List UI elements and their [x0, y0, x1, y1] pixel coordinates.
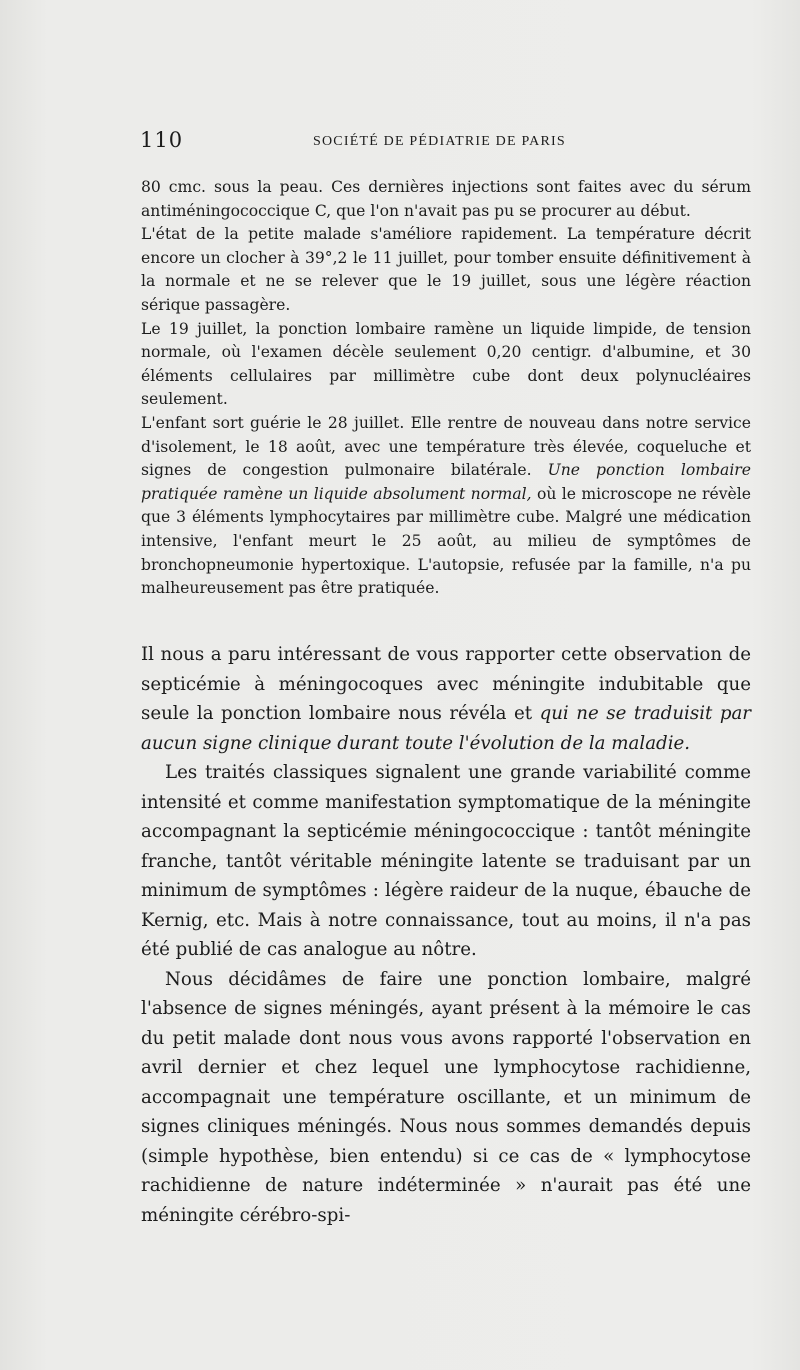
- discussion-text: [141, 640, 751, 1230]
- page-header: [140, 128, 760, 158]
- page-number: 110: [140, 128, 184, 152]
- paragraph: 80 cmc. sous la peau. Ces dernières injections sont faites avec du sérum antiméningococcique C, que l'on n'avait pas pu se procurer au début.: [141, 178, 751, 220]
- italic-text-run: qui ne se traduisit par aucun signe clinique durant toute l'évolution de la maladie.: [141, 703, 751, 754]
- paragraph: [141, 640, 751, 758]
- paragraph: Les traités classiques signalent une grande variabilité comme intensité et comme manifestation symptomatique de la méningite accompagnant la septicémie méningococcique : tantôt méningite franche, tantôt véritable méningite latente se traduisant par un minimum de symptômes : légère raideur de la nuque, ébauche de Kernig, etc. Mais à notre connaissance, tout au moins, il n'a pas été publié de cas analogue au nôtre.: [141, 762, 751, 960]
- paragraph: L'état de la petite malade s'améliore rapidement. La température décrit encore un clocher à 39°,2 le 11 juillet, pour tomber ensuite définitivement à la normale et ne se relever que le 19 juillet, sous une légère réaction sérique passagère.: [141, 225, 751, 314]
- italic-text-run: Une ponction lombaire pratiquée ramène un liquide absolument normal,: [141, 461, 751, 503]
- text-run: où le microscope ne révèle que 3 éléments lymphocytaires par millimètre cube. Malgré une médication intensive, l'enfant meurt le 25 août, au milieu de symptômes de bronchopneumonie hypertoxique. L'autopsie, refusée par la famille, n'a pu malheureusement pas être pratiquée.: [141, 484, 751, 598]
- case-report-text: [141, 176, 751, 601]
- paragraph: Nous décidâmes de faire une ponction lombaire, malgré l'absence de signes méningés, ayant présent à la mémoire le cas du petit malade dont nous vous avons rapporté l'observation en avril dernier et chez lequel une lymphocytose rachidienne, accompagnait une température oscillante, et un minimum de signes cliniques méningés. Nous nous sommes demandés depuis (simple hypothèse, bien entendu) si ce cas de « lymphocytose rachidienne de nature indéterminée » n'aurait pas été une méningite cérébro-spi-: [141, 968, 751, 1226]
- running-title: SOCIÉTÉ DE PÉDIATRIE DE PARIS: [313, 134, 566, 149]
- paragraph: [141, 412, 751, 601]
- text-run: Il nous a paru intéressant de vous rapporter cette observation de septicémie à méningocoques avec méningite indubitable que seule la ponction lombaire nous révéla et: [141, 644, 751, 724]
- text-run: L'enfant sort guérie le 28 juillet. Elle rentre de nouveau dans notre service d'isolement, le 18 août, avec une température très élevée, coqueluche et signes de congestion pulmonaire bilatérale.: [141, 413, 751, 480]
- paragraph: Le 19 juillet, la ponction lombaire ramène un liquide limpide, de tension normale, où l'examen décèle seulement 0,20 centigr. d'albumine, et 30 éléments cellulaires par millimètre cube dont deux polynucléaires seulement.: [141, 319, 751, 409]
